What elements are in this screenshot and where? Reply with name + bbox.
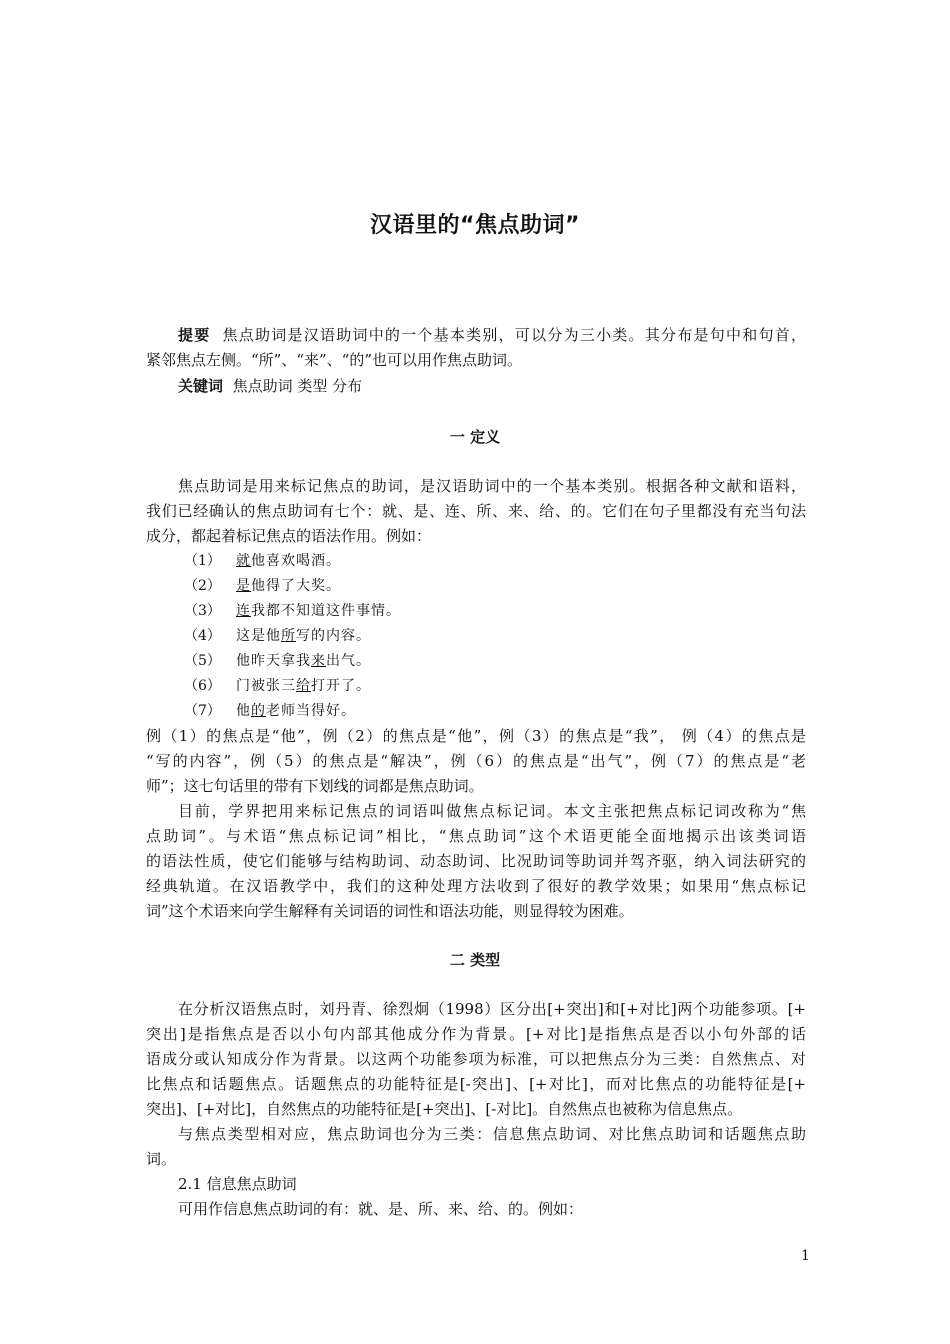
abstract-line-2: 紧邻焦点左侧。“所”、“来”、“的”也可以用作焦点助词。 xyxy=(146,351,523,369)
focus-particle: 就 xyxy=(236,553,251,569)
paragraph-line: 成分，都起着标记焦点的语法作用。例如： xyxy=(146,527,432,545)
paragraph-line: 词”这个术语来向学生解释有关词语的词性和语法功能，则显得较为困难。 xyxy=(146,902,634,920)
focus-particle: 所 xyxy=(281,628,296,644)
paragraph-line: 词。 xyxy=(146,1150,177,1168)
example-sentence: 就他喜欢喝酒。 xyxy=(236,553,341,569)
paragraph-line: 比焦点和话题焦点。话题焦点的功能特征是[-突出]、[+对比]，而对比焦点的功能特征是[+ xyxy=(146,1075,806,1093)
abstract-line-1 xyxy=(178,323,806,347)
example-number: （3） xyxy=(184,603,221,619)
abstract-label: 提要 xyxy=(178,326,211,344)
example-sentence: 他昨天拿我来出气。 xyxy=(236,653,371,669)
example-sentence: 连我都不知道这件事情。 xyxy=(236,603,401,619)
example-sentence: 这是他所写的内容。 xyxy=(236,628,371,644)
example-sentence: 是他得了大奖。 xyxy=(236,578,341,594)
paragraph-line: 师”；这七句话里的带有下划线的词都是焦点助词。 xyxy=(146,777,484,795)
paragraph-line: 可用作信息焦点助词的有：就、是、所、来、给、的。例如： xyxy=(178,1200,584,1218)
example-number: （5） xyxy=(184,653,221,669)
page-number: 1 xyxy=(801,1248,810,1264)
paragraph-line: 的语法性质，使它们能够与结构助词、动态助词、比况助词等助词并驾齐驱，纳入词法研究的 xyxy=(146,852,806,870)
focus-particle: 来 xyxy=(311,653,326,669)
paragraph-line: 突出]、[+对比]，自然焦点的功能特征是[+突出]、[-对比]。自然焦点也被称为信息焦点。 xyxy=(146,1100,743,1118)
page-title: 汉语里的“焦点助词” xyxy=(370,213,580,238)
example-number: （6） xyxy=(184,678,221,694)
example-number: （7） xyxy=(184,703,221,719)
example-number: （4） xyxy=(184,628,221,644)
paragraph-line: 经典轨道。在汉语教学中，我们的这种处理方法收到了很好的教学效果；如果用“焦点标记 xyxy=(146,877,806,895)
focus-particle: 是 xyxy=(236,578,251,594)
abstract-text-1: 焦点助词是汉语助词中的一个基本类别，可以分为三小类。其分布是句中和句首， xyxy=(222,326,806,344)
subsection-heading: 2.1 信息焦点助词 xyxy=(178,1175,297,1193)
paragraph-line: 语成分或认知成分作为背景。以这两个功能参项为标准，可以把焦点分为三类：自然焦点、对 xyxy=(146,1050,806,1068)
paragraph-line: 目前，学界把用来标记焦点的词语叫做焦点标记词。本文主张把焦点标记词改称为“焦 xyxy=(178,802,806,820)
section-heading-types: 二 类型 xyxy=(449,951,501,969)
paragraph-line: “写的内容”，例（5）的焦点是“解决”，例（6）的焦点是“出气”，例（7）的焦点是“老 xyxy=(146,752,806,770)
example-sentence: 他的老师当得好。 xyxy=(236,703,356,719)
keywords-text: 焦点助词 类型 分布 xyxy=(232,377,363,395)
focus-particle: 给 xyxy=(296,678,311,694)
paragraph-line: 与焦点类型相对应，焦点助词也分为三类：信息焦点助词、对比焦点助词和话题焦点助 xyxy=(178,1125,806,1143)
keywords-line xyxy=(178,374,806,398)
keywords-label: 关键词 xyxy=(178,377,224,395)
paragraph-line: 焦点助词是用来标记焦点的助词，是汉语助词中的一个基本类别。根据各种文献和语料， xyxy=(178,477,806,495)
paragraph-line: 例（1）的焦点是“他”，例（2）的焦点是“他”，例（3）的焦点是“我”， 例（4）的焦点是 xyxy=(146,727,806,745)
paragraph-line: 点助词”。与术语“焦点标记词”相比，“焦点助词”这个术语更能全面地揭示出该类词语 xyxy=(146,827,806,845)
example-number: （1） xyxy=(184,553,221,569)
example-number: （2） xyxy=(184,578,221,594)
section-heading-definition: 一 定义 xyxy=(449,428,501,446)
paragraph-line: 我们已经确认的焦点助词有七个：就、是、连、所、来、给、的。它们在句子里都没有充当句法 xyxy=(146,502,806,520)
focus-particle: 的 xyxy=(251,703,266,719)
focus-particle: 连 xyxy=(236,603,251,619)
paragraph-line: 突出]是指焦点是否以小句内部其他成分作为背景。[+对比]是指焦点是否以小句外部的话 xyxy=(146,1025,806,1043)
example-sentence: 门被张三给打开了。 xyxy=(236,678,371,694)
paragraph-line: 在分析汉语焦点时，刘丹青、徐烈炯（1998）区分出[+突出]和[+对比]两个功能参项。[+ xyxy=(178,1000,806,1018)
